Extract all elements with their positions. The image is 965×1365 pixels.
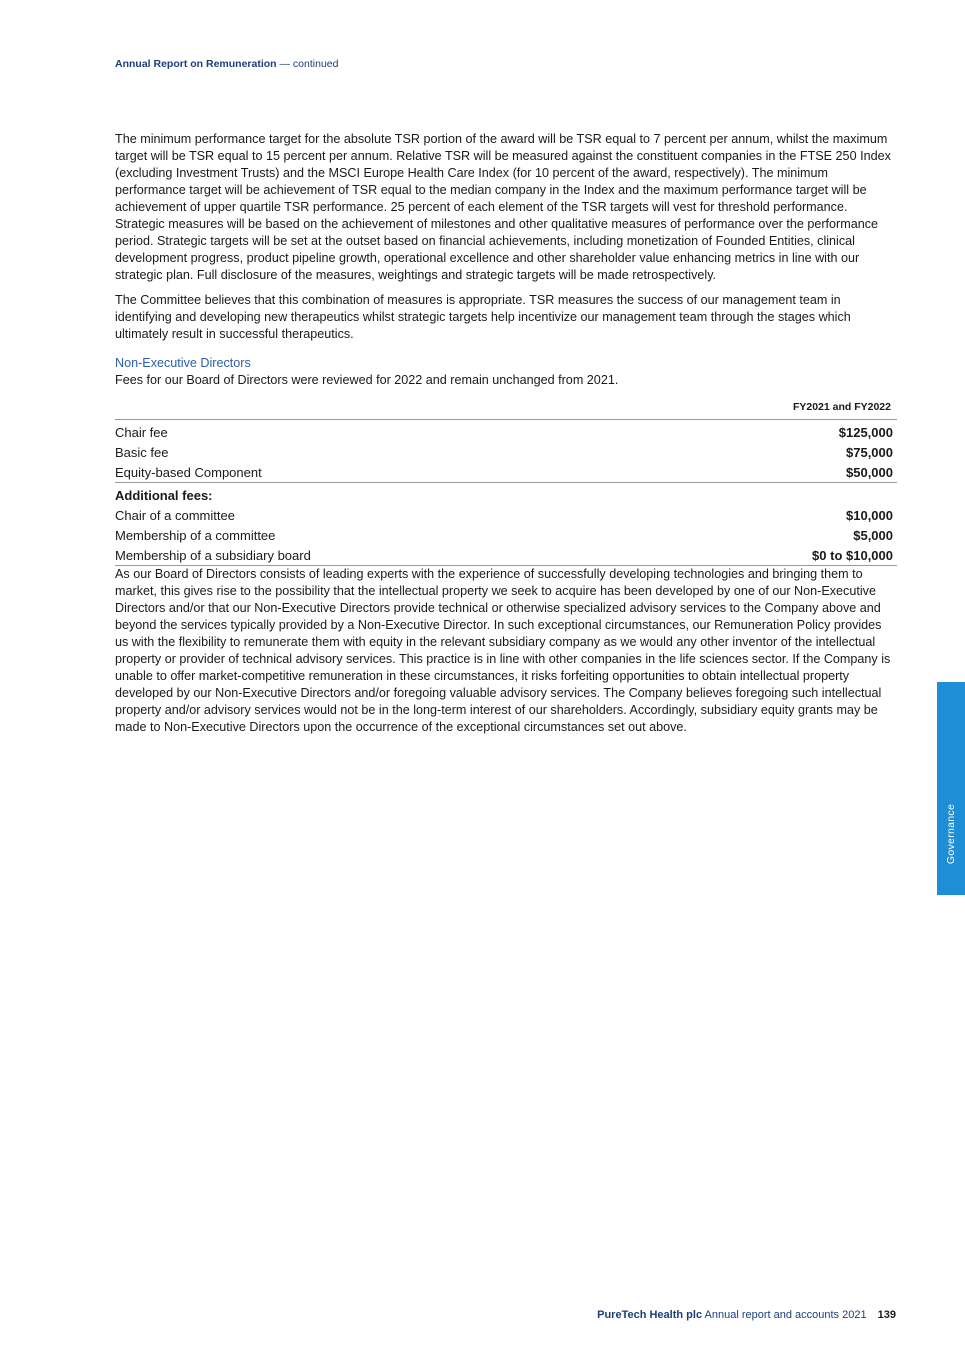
page-footer bbox=[597, 1309, 896, 1321]
table-row bbox=[115, 505, 897, 525]
table-row bbox=[115, 462, 897, 483]
fee-label: Chair fee bbox=[115, 424, 168, 440]
page-number: 139 bbox=[877, 1309, 896, 1321]
fee-value: $5,000 bbox=[853, 527, 893, 543]
running-header bbox=[115, 58, 338, 70]
table-row bbox=[115, 525, 897, 545]
additional-fees-heading: Additional fees: bbox=[115, 487, 213, 503]
footer-report: Annual report and accounts 2021 bbox=[704, 1309, 867, 1321]
fees-column-header: FY2021 and FY2022 bbox=[115, 397, 897, 420]
section-side-tab[interactable] bbox=[937, 682, 965, 895]
fee-label: Equity-based Component bbox=[115, 462, 660, 483]
fee-value: $75,000 bbox=[846, 444, 893, 460]
footer-company: PureTech Health plc bbox=[597, 1309, 703, 1321]
fee-label: Membership of a subsidiary board bbox=[115, 545, 660, 566]
paragraph-committee: The Committee believes that this combination of measures is appropriate. TSR measures the success of our management team in identifying and developing new therapeutics whilst strategic targets help incentivize our management team through the stages which ultimately result in successful therapeutics. bbox=[115, 293, 851, 341]
paragraph-fees-intro: Fees for our Board of Directors were reviewed for 2022 and remain unchanged from 2021. bbox=[115, 373, 619, 387]
section-title-ned: Non-Executive Directors bbox=[115, 356, 251, 370]
paragraph-subsidiary-equity: As our Board of Directors consists of leading experts with the experience of successfully developing technologies and bringing them to market, this gives rise to the possibility that the intellectual property we seek to acquire has been developed by one of our Non-Executive Directors and/or that our Non-Executive Directors provide technical or otherwise specialized advisory services to the Company above and beyond the services typically provided by a Non-Executive Director. In such exceptional circumstances, our Remuneration Policy provides us with the flexibility to remunerate them with equity in the relevant subsidiary company as we would any other inventor of the intellectual property or provider of technical advisory services. This practice is in line with other companies in the life sciences sector. If the Company is unable to offer market-competitive remuneration in these circumstances, it risks forfeiting opportunities to obtain intellectual property developed by our Non-Executive Directors and/or foregoing valuable advisory services. The Company believes foregoing such intellectual property and/or advisory services would not be in the long-term interest of our shareholders. Accordingly, subsidiary equity grants may be made to Non-Executive Directors upon the occurrence of the exceptional circumstances set out above. bbox=[115, 567, 891, 734]
table-row bbox=[115, 442, 897, 462]
paragraph-tsr-targets: The minimum performance target for the absolute TSR portion of the award will be TSR equal to 7 percent per annum, whilst the maximum target will be TSR equal to 15 percent per annum. Relative TSR will be measured against the constituent companies in the FTSE 250 Index (excluding Investment Trusts) and the MSCI Europe Health Care Index (for 10 percent of the award, respectively). The minimum performance target will be achievement of TSR equal to the median company in the Index and the maximum performance target will be achievement of upper quartile TSR performance. 25 percent of each element of the TSR targets will vest for threshold performance. Strategic measures will be based on the achievement of milestones and other qualitative measures of performance over the performance period. Strategic targets will be set at the outset based on financial achievements, including monetization of Founded Entities, clinical development progress, product pipeline growth, operational excellence and other shareholder value enhancing metrics in line with our strategic plan. Full disclosure of the measures, weightings and strategic targets will be made retrospectively. bbox=[115, 132, 891, 282]
fee-value: $125,000 bbox=[838, 424, 893, 440]
fees-table bbox=[115, 397, 897, 566]
fee-label: Basic fee bbox=[115, 444, 169, 460]
table-row-heading bbox=[115, 483, 897, 506]
header-continued: — continued bbox=[276, 58, 339, 70]
fee-value: $0 to $10,000 bbox=[660, 545, 897, 566]
fee-value: $50,000 bbox=[660, 462, 897, 483]
header-title: Annual Report on Remuneration bbox=[115, 58, 277, 70]
side-tab-label: Governance bbox=[945, 803, 957, 864]
fee-label: Membership of a committee bbox=[115, 527, 276, 543]
fee-value: $10,000 bbox=[846, 507, 893, 523]
table-row bbox=[115, 420, 897, 443]
table-row bbox=[115, 545, 897, 566]
main-content bbox=[115, 131, 897, 744]
fee-label: Chair of a committee bbox=[115, 507, 235, 523]
